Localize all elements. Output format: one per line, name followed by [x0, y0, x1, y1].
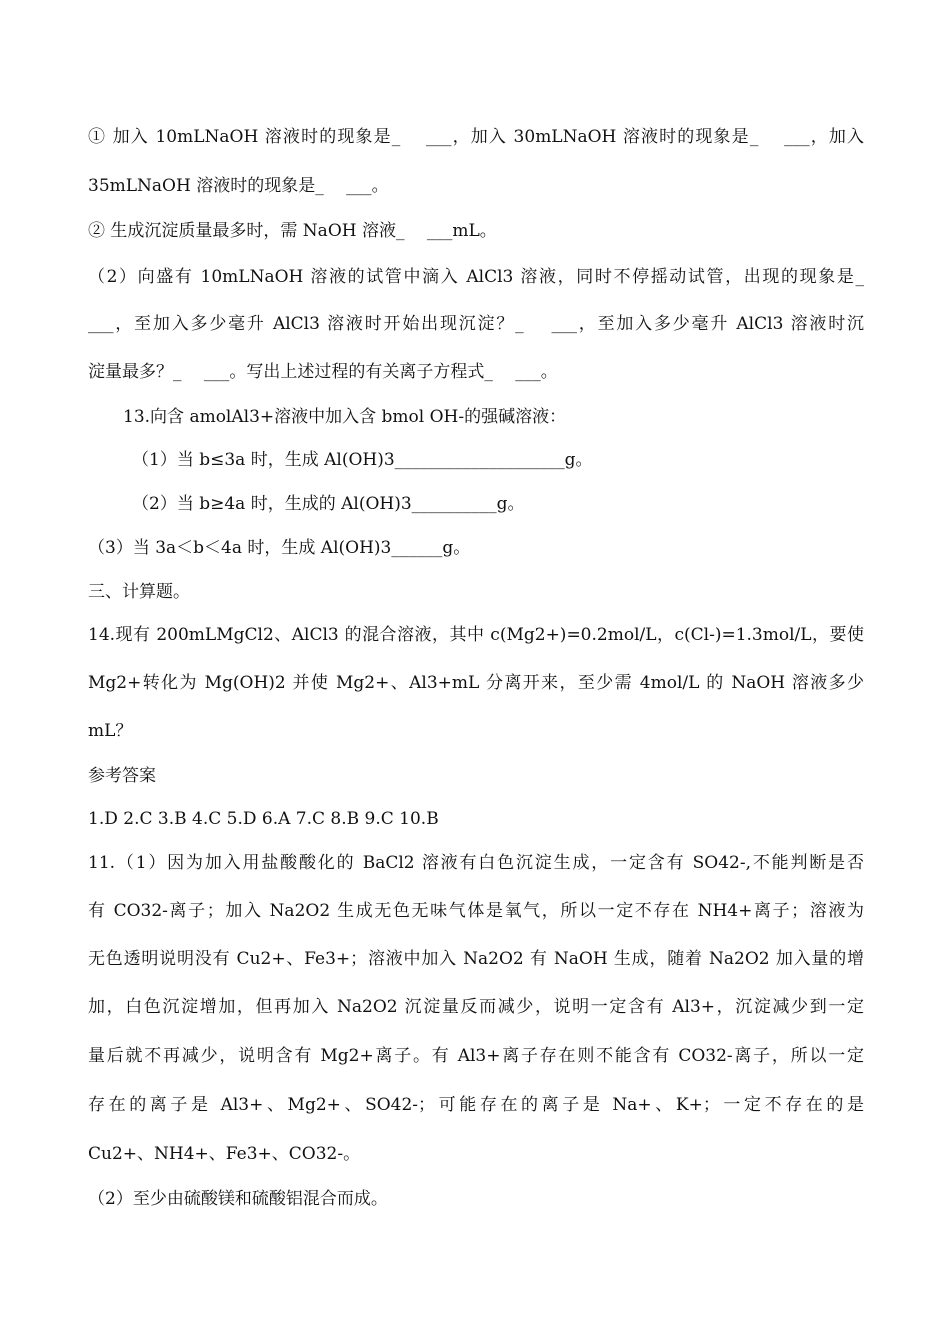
a11-line-3: 无色透明说明没有 Cu2+、Fe3+；溶液中加入 Na2O2 有 NaOH 生成，随着 Na2O2 加入量的增	[88, 949, 864, 969]
answers-choice-list: 1.D 2.C 3.B 4.C 5.D 6.A 7.C 8.B 9.C 10.B	[88, 809, 439, 829]
answers-heading: 参考答案	[88, 766, 156, 786]
q12-2-line-1: （2）向盛有 10mLNaOH 溶液的试管中滴入 AlCl3 溶液，同时不停摇动试管，出现的现象是_	[88, 267, 864, 287]
a11-line-4: 加，白色沉淀增加，但再加入 Na2O2 沉淀量反而减少，说明一定含有 Al3+，沉淀减少到一定	[88, 997, 864, 1017]
a11-line-7: Cu2+、NH4+、Fe3+、CO32-。	[88, 1144, 361, 1164]
q12-1-part-2: ② 生成沉淀质量最多时，需 NaOH 溶液_ ___mL。	[88, 221, 497, 241]
q13-stem: 13.向含 amolAl3+溶液中加入含 bmol OH-的强碱溶液：	[123, 407, 567, 427]
a11-line-6: 存在的离子是 Al3+、Mg2+、SO42-；可能存在的离子是 Na+、K+；一定不存在的是	[88, 1095, 864, 1115]
q12-1-line-2: 35mLNaOH 溶液时的现象是_ ___。	[88, 176, 389, 196]
q14-line-3: mL？	[88, 721, 133, 741]
q14-line-1: 14.现有 200mLMgCl2、AlCl3 的混合溶液，其中 c(Mg2+)=0.2mol/L，c(Cl-)=1.3mol/L，要使	[88, 625, 864, 645]
a11-line-2: 有 CO32-离子；加入 Na2O2 生成无色无味气体是氧气，所以一定不存在 NH4+离子；溶液为	[88, 901, 864, 921]
q13-part-3: （3）当 3a＜b＜4a 时，生成 Al(OH)3______g。	[88, 538, 471, 558]
a11-line-1: 11.（1）因为加入用盐酸酸化的 BaCl2 溶液有白色沉淀生成，一定含有 SO42-,不能判断是否	[88, 853, 864, 873]
q12-2-line-2: ___，至加入多少毫升 AlCl3 溶液时开始出现沉淀？_ ___，至加入多少毫升 AlCl3 溶液时沉	[88, 314, 864, 334]
q13-part-1: （1）当 b≤3a 时，生成 Al(OH)3____________________g。	[132, 450, 593, 470]
q14-line-2: Mg2+转化为 Mg(OH)2 并使 Mg2+、Al3+mL 分离开来，至少需 4mol/L 的 NaOH 溶液多少	[88, 673, 864, 693]
section-heading-calculation: 三、计算题。	[88, 582, 190, 602]
a11-part-2: （2）至少由硫酸镁和硫酸铝混合而成。	[88, 1189, 388, 1209]
q12-2-line-3: 淀量最多？_ ___。写出上述过程的有关离子方程式_ ___。	[88, 362, 558, 382]
q13-part-2: （2）当 b≥4a 时，生成的 Al(OH)3__________g。	[132, 494, 525, 514]
q12-1-line-1: ① 加入 10mLNaOH 溶液时的现象是_ ___，加入 30mLNaOH 溶液时的现象是_ ___，加入	[88, 127, 864, 147]
a11-line-5: 量后就不再减少，说明含有 Mg2+离子。有 Al3+离子存在则不能含有 CO32-离子，所以一定	[88, 1046, 864, 1066]
